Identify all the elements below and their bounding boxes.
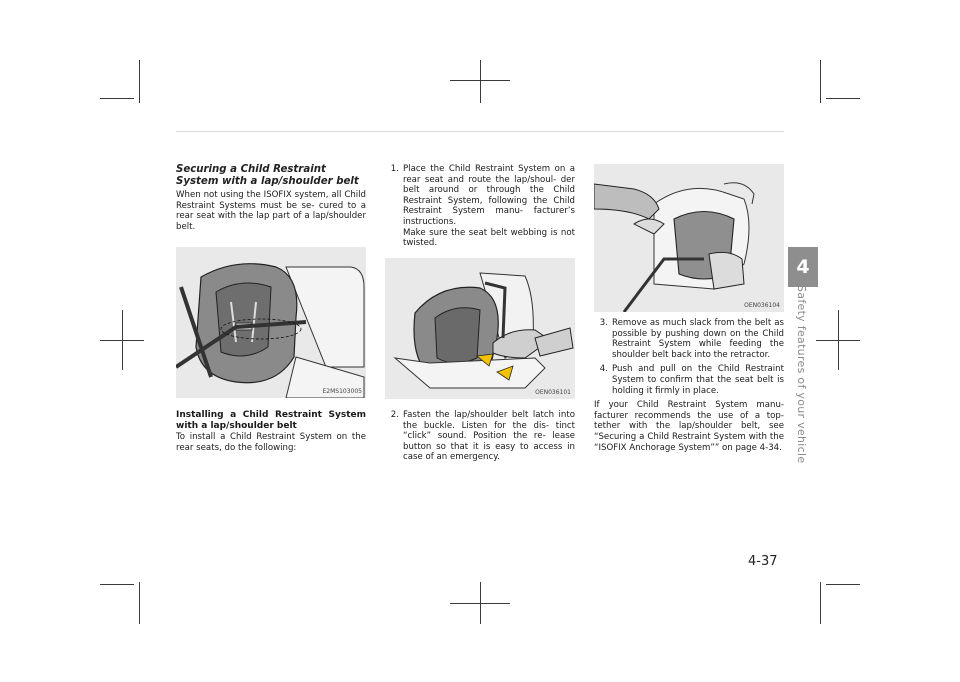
column-left-lower — [176, 410, 366, 453]
figure-code: OEN036101 — [535, 389, 571, 396]
step-text: Push and pull on the Child Restraint System to confirm that the seat belt is holding it firmly in place. — [612, 364, 784, 396]
step-number: 3. — [599, 318, 608, 328]
intro-paragraph: When not using the ISOFIX system, all Child Restraint Systems must be se- cured to a rear seat with the lap part of a lap/shoulder belt. — [176, 190, 366, 232]
step-item — [594, 318, 784, 360]
installing-heading: Installing a Child Restraint System with a lap/shoulder belt — [176, 410, 366, 431]
crop-mark — [100, 340, 144, 341]
step-body — [403, 164, 575, 249]
slack-illustration — [594, 164, 784, 312]
steps-list-3 — [594, 318, 784, 396]
crop-mark — [826, 584, 860, 585]
crop-mark — [450, 80, 510, 81]
step-text: Place the Child Restraint System on a rear seat and route the lap/shoul- der belt around or through the Child Restraint System, following the Child Restraint System manu- facturer’s instructions. — [403, 164, 575, 227]
buckle-illustration — [385, 258, 575, 399]
crop-mark — [139, 60, 140, 103]
figure-fasten-buckle — [385, 258, 575, 399]
column-middle-lower — [385, 410, 575, 467]
note-paragraph: If your Child Restraint System manu- facturer recommends the use of a top- tether with the lap/shoulder belt, see “Securing a Child Restraint System with the “ISOFIX Anchorage System”” on page 4-34. — [594, 400, 784, 453]
chapter-tab: 4 — [788, 247, 818, 287]
crop-mark — [450, 603, 510, 604]
step-item — [594, 364, 784, 396]
page-number: 4-37 — [748, 554, 778, 569]
column-right-lower — [594, 318, 784, 453]
seat-illustration — [176, 247, 366, 398]
steps-list-1 — [385, 164, 575, 249]
step-item — [385, 410, 575, 463]
step-number: 1. — [390, 164, 399, 174]
figure-child-seat-belt-routing — [176, 247, 366, 398]
step-text: Remove as much slack from the belt as possible by pushing down on the Child Restraint System while feeding the shoulder belt back into the retractor. — [612, 318, 784, 360]
step-number: 2. — [390, 410, 399, 420]
step-extra: Make sure the seat belt webbing is not twisted. — [403, 227, 575, 249]
header-rule — [176, 131, 784, 132]
section-title: Securing a Child Restraint System with a lap/shoulder belt — [176, 164, 359, 187]
crop-mark — [820, 60, 821, 103]
figure-code: E2MS103005 — [322, 388, 362, 395]
crop-mark — [816, 340, 860, 341]
crop-mark — [100, 98, 134, 99]
column-middle — [385, 164, 575, 253]
step-item — [385, 164, 575, 249]
steps-list-2 — [385, 410, 575, 463]
installing-text: To install a Child Restraint System on the rear seats, do the following: — [176, 432, 366, 453]
figure-code: OEN036104 — [744, 302, 780, 309]
column-left — [176, 164, 366, 232]
step-text: Fasten the lap/shoulder belt latch into the buckle. Listen for the dis- tinct “click” sound. Position the re- lease button so that it is easy to access in case of an emergency. — [403, 410, 575, 463]
crop-mark — [826, 98, 860, 99]
crop-mark — [820, 582, 821, 624]
crop-mark — [100, 584, 134, 585]
crop-mark — [480, 60, 481, 103]
step-number: 4. — [599, 364, 608, 375]
figure-remove-slack — [594, 164, 784, 312]
crop-mark — [139, 582, 140, 624]
chapter-title: Safety features of your vehicle — [795, 285, 808, 464]
